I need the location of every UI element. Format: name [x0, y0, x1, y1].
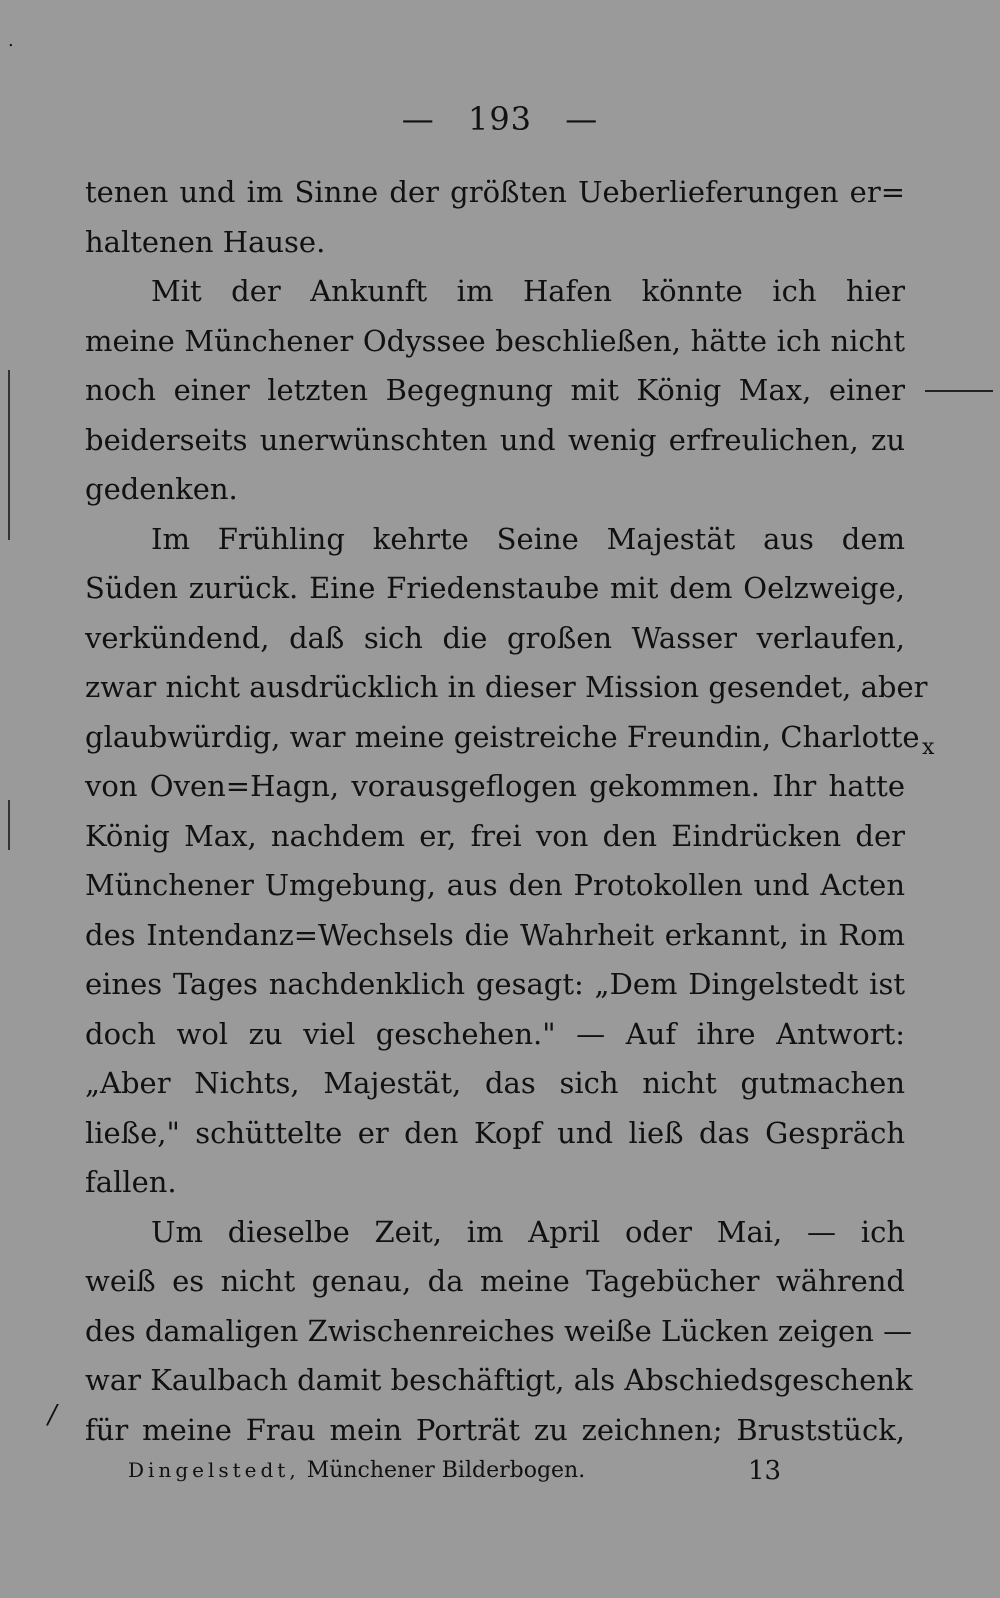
text-line: doch wol zu viel geschehen." — Auf ihre Antwort: [85, 1016, 905, 1051]
margin-slash-mark: / [48, 1400, 57, 1430]
page-footer [128, 1456, 788, 1486]
text-line: „Aber Nichts, Majestät, das sich nicht gutmachen [85, 1066, 905, 1100]
margin-dot: . [8, 30, 14, 51]
text-line: Süden zurück. Eine Friedenstaube mit dem Oelzweige, [85, 571, 905, 605]
page-header [0, 100, 1000, 138]
text-line: glaubwürdig, war meine geistreiche Freundin, Charlotte [85, 719, 920, 754]
text-line: haltenen Hause. [85, 224, 326, 259]
footer-title: Münchener Bilderbogen. [306, 1458, 586, 1483]
footer-author: Dingelstedt, [128, 1458, 300, 1482]
text-line: fallen. [85, 1165, 177, 1199]
text-line: meine Münchener Odyssee beschließen, hätte ich nicht [85, 323, 905, 358]
margin-rule [925, 390, 993, 392]
text-line: von Oven=Hagn, vorausgeflogen gekommen. Ihr hatte [85, 769, 905, 803]
text-line: weiß es nicht genau, da meine Tagebücher während [85, 1264, 905, 1298]
text-line: war Kaulbach damit beschäftigt, als Abschiedsgeschenk [85, 1363, 913, 1397]
margin-tick [8, 370, 10, 540]
text-line: Um dieselbe Zeit, im April oder Mai, — ich [151, 1214, 905, 1249]
page-number: 193 [467, 100, 533, 138]
signature-mark: 13 [748, 1456, 782, 1486]
body-text [85, 168, 928, 1455]
text-line: beiderseits unerwünschten und wenig erfreulichen, zu [85, 422, 905, 457]
text-line: zwar nicht ausdrücklich in dieser Mission gesendet, aber [85, 670, 928, 704]
header-dash: — [401, 100, 435, 138]
text-line: Mit der Ankunft im Hafen könnte ich hier [151, 274, 905, 308]
text-line: des Intendanz=Wechsels die Wahrheit erkannt, in Rom [85, 917, 905, 952]
text-line: tenen und im Sinne der größten Ueberlieferungen er= [85, 175, 905, 209]
text-line: ließe," schüttelte er den Kopf und ließ das Gespräch [85, 1115, 905, 1150]
text-line: gedenken. [85, 472, 238, 506]
text-line: eines Tages nachdenklich gesagt: „Dem Dingelstedt ist [85, 967, 905, 1001]
text-line: verkündend, daß sich die großen Wasser verlaufen, [85, 620, 905, 655]
text-line: Im Frühling kehrte Seine Majestät aus dem [151, 521, 905, 556]
margin-tick [8, 800, 10, 850]
text-line: für meine Frau mein Porträt zu zeichnen; Bruststück, [85, 1412, 905, 1447]
header-dash: — [565, 100, 599, 138]
text-line: noch einer letzten Begegnung mit König Max, einer [85, 373, 905, 407]
text-line: des damaligen Zwischenreiches weiße Lücken zeigen — [85, 1313, 913, 1348]
text-line: Münchener Umgebung, aus den Protokollen und Acten [85, 868, 905, 902]
margin-cross-mark: x [922, 735, 935, 760]
text-line: König Max, nachdem er, frei von den Eindrücken der [85, 818, 905, 853]
